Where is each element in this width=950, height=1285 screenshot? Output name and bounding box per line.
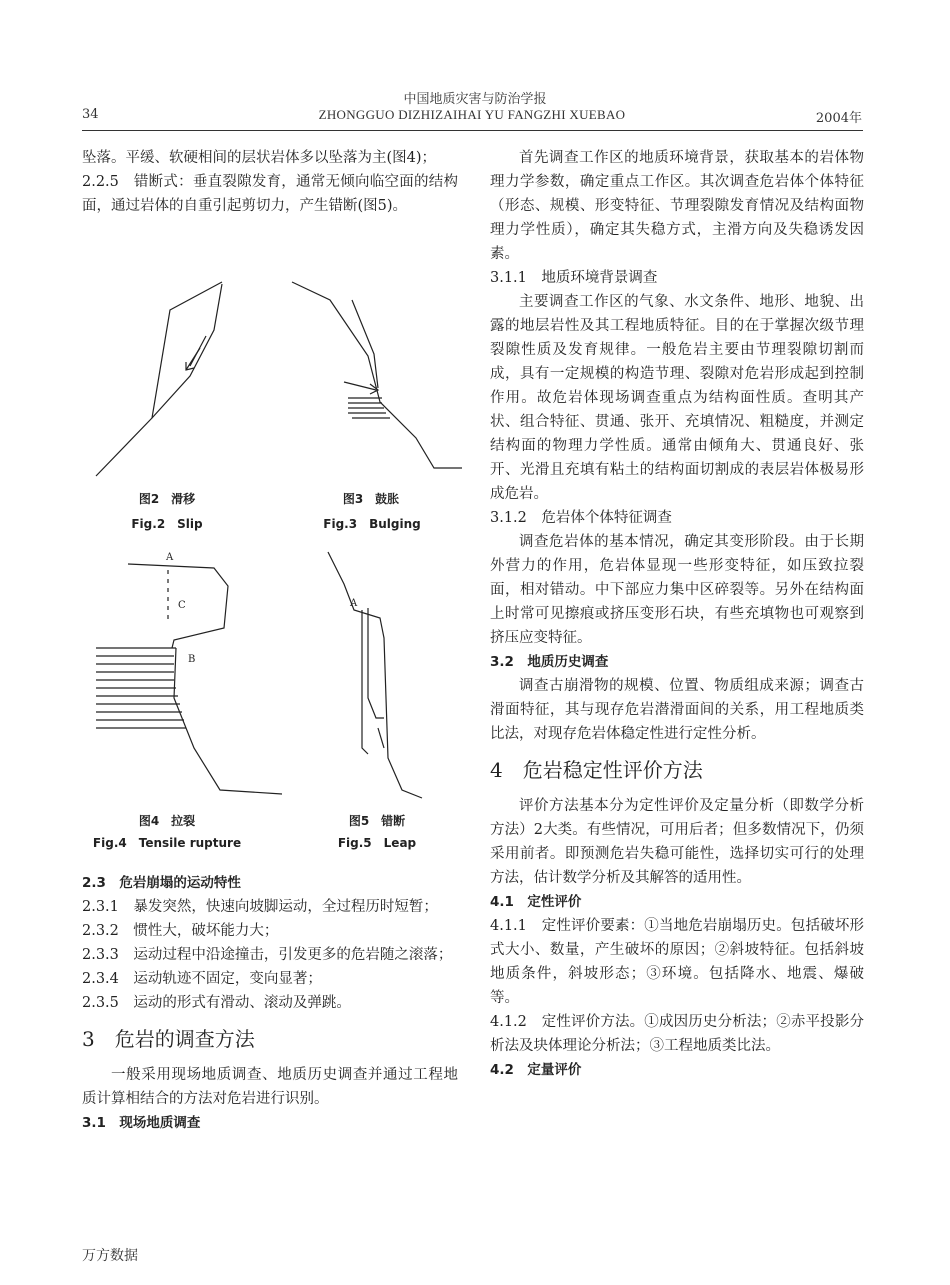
section-number: 4	[490, 758, 503, 782]
list-item: 2.3.2 惯性大，破坏能力大；	[82, 923, 279, 939]
fig3-caption-cn: 图3 鼓胀	[342, 492, 400, 506]
section-heading-4	[490, 752, 864, 788]
fig4-label-c: C	[178, 600, 186, 611]
section-heading-3-1-1: 3.1.1 地质环境背景调查	[490, 270, 658, 286]
paragraph: 调查古崩滑物的规模、位置、物质组成来源；调查古滑面特征，其与现存危岩潜滑面间的关系，用工程地质类比法，对现存危岩体稳定性进行定性分析。	[490, 678, 864, 742]
section-heading-3-1: 3.1 现场地质调查	[82, 1115, 201, 1131]
section-heading-3	[82, 1021, 458, 1057]
section-heading-3-2: 3.2 地质历史调查	[490, 654, 609, 670]
section-number: 3	[82, 1027, 95, 1051]
figure-group	[82, 278, 472, 858]
fig4-tensile-drawing	[96, 564, 282, 794]
list-item: 2.3.5 运动的形式有滑动、滚动及弹跳。	[82, 995, 351, 1011]
fig2-slip-drawing	[96, 282, 222, 476]
list-item: 2.3.3 运动过程中沿途撞击，引发更多的危岩随之滚落；	[82, 947, 453, 963]
section-heading-4-2: 4.2 定量评价	[490, 1062, 582, 1078]
fig5-caption-cn: 图5 错断	[348, 814, 406, 828]
fig5-label-a: A	[350, 598, 358, 609]
fig5-caption-en: Fig.5 Leap	[337, 836, 417, 850]
footer-watermark: 万方数据	[82, 1248, 138, 1264]
fig2-caption-cn: 图2 滑移	[138, 492, 196, 506]
section-title: 危岩的调查方法	[114, 1027, 255, 1051]
section-title: 危岩稳定性评价方法	[522, 758, 703, 782]
page-number: 34	[82, 107, 99, 122]
list-item: 2.3.1 暴发突然，快速向坡脚运动，全过程历时短暂；	[82, 899, 438, 915]
fig4-label-a: A	[166, 552, 174, 563]
paragraph: 评价方法基本分为定性评价及定量分析（即数学分析方法）2大类。有些情况，可用后者；但多数情况下，仍须采用前者。即预测危岩失稳可能性，选择切实可行的处理方法，估计数学分析及其解答的适用性。	[490, 798, 864, 886]
section-heading-4-1: 4.1 定性评价	[490, 894, 582, 910]
fig4-caption-cn: 图4 拉裂	[138, 814, 196, 828]
publication-year: 2004年	[815, 111, 862, 126]
left-column	[82, 146, 458, 218]
fig2-caption-en: Fig.2 Slip	[131, 517, 203, 531]
journal-title-pinyin: ZHONGGUO DIZHIZAIHAI YU FANGZHI XUEBAO	[318, 107, 626, 122]
paragraph: 首先调查工作区的地质环境背景，获取基本的岩体物理力学参数，确定重点工作区。其次调查危岩体个体特征（形态、规模、形变特征、节理裂隙发育情况及结构面物理力学性质），确定其失稳方式，主滑方向及失稳诱发因素。	[490, 150, 864, 262]
journal-title-cn: 中国地质灾害与防治学报	[403, 92, 547, 107]
fig3-bulging-drawing	[292, 282, 462, 468]
list-item: 2.3.4 运动轨迹不固定，变向显著；	[82, 971, 322, 987]
paragraph: 2.2.5 错断式：垂直裂隙发育，通常无倾向临空面的结构面，通过岩体的自重引起剪切力，产生错断(图5)。	[82, 174, 458, 214]
left-column-lower	[82, 871, 458, 1135]
paragraph: 4.1.1 定性评价要素：①当地危岩崩塌历史。包括破坏形式大小、数量，产生破坏的原因；②斜坡特征。包括斜坡地质条件，斜坡形态；③环境。包括降水、地震、爆破等。	[490, 918, 864, 1006]
right-column	[490, 146, 864, 1082]
fig4-caption-en: Fig.4 Tensile rupture	[92, 836, 242, 850]
paragraph: 一般采用现场地质调查、地质历史调查并通过工程地质计算相结合的方法对危岩进行识别。	[82, 1067, 458, 1107]
section-heading-2-3: 2.3 危岩崩塌的运动特性	[82, 875, 241, 891]
paragraph: 主要调查工作区的气象、水文条件、地形、地貌、出露的地层岩性及其工程地质特征。目的在于掌握次级节理裂隙性质及发育规律。一般危岩主要由节理裂隙切割而成，具有一定规模的构造节理、裂隙对危岩形成起到控制作用。故危岩体现场调查重点为结构面性质。查明其产状、组合特征、贯通、张开、充填情况、粗糙度，并测定结构面的物理力学性质。通常由倾角大、贯通良好、张开、光滑且充填有粘土的结构面切割成的表层岩体极易形成危岩。	[490, 294, 864, 502]
fig4-label-b: B	[188, 654, 196, 665]
section-heading-3-1-2: 3.1.2 危岩体个体特征调查	[490, 510, 672, 526]
paragraph: 4.1.2 定性评价方法。①成因历史分析法；②赤平投影分析法及块体理论分析法；③工程地质类比法。	[490, 1014, 864, 1054]
header-rule	[82, 130, 863, 131]
running-header	[82, 107, 862, 129]
fig5-leap-drawing	[328, 552, 422, 798]
figure-drawings	[82, 278, 472, 858]
fig3-caption-en: Fig.3 Bulging	[323, 517, 421, 531]
paragraph: 坠落。平缓、软硬相间的层状岩体多以坠落为主(图4)；	[82, 150, 437, 166]
paragraph: 调查危岩体的基本情况，确定其变形阶段。由于长期外营力的作用，危岩体显现一些形变特征，如压致拉裂面，相对错动。中下部应力集中区碎裂等。另外在结构面上时常可见擦痕或挤压变形石块，有些充填物也可观察到挤压应变特征。	[490, 534, 864, 646]
